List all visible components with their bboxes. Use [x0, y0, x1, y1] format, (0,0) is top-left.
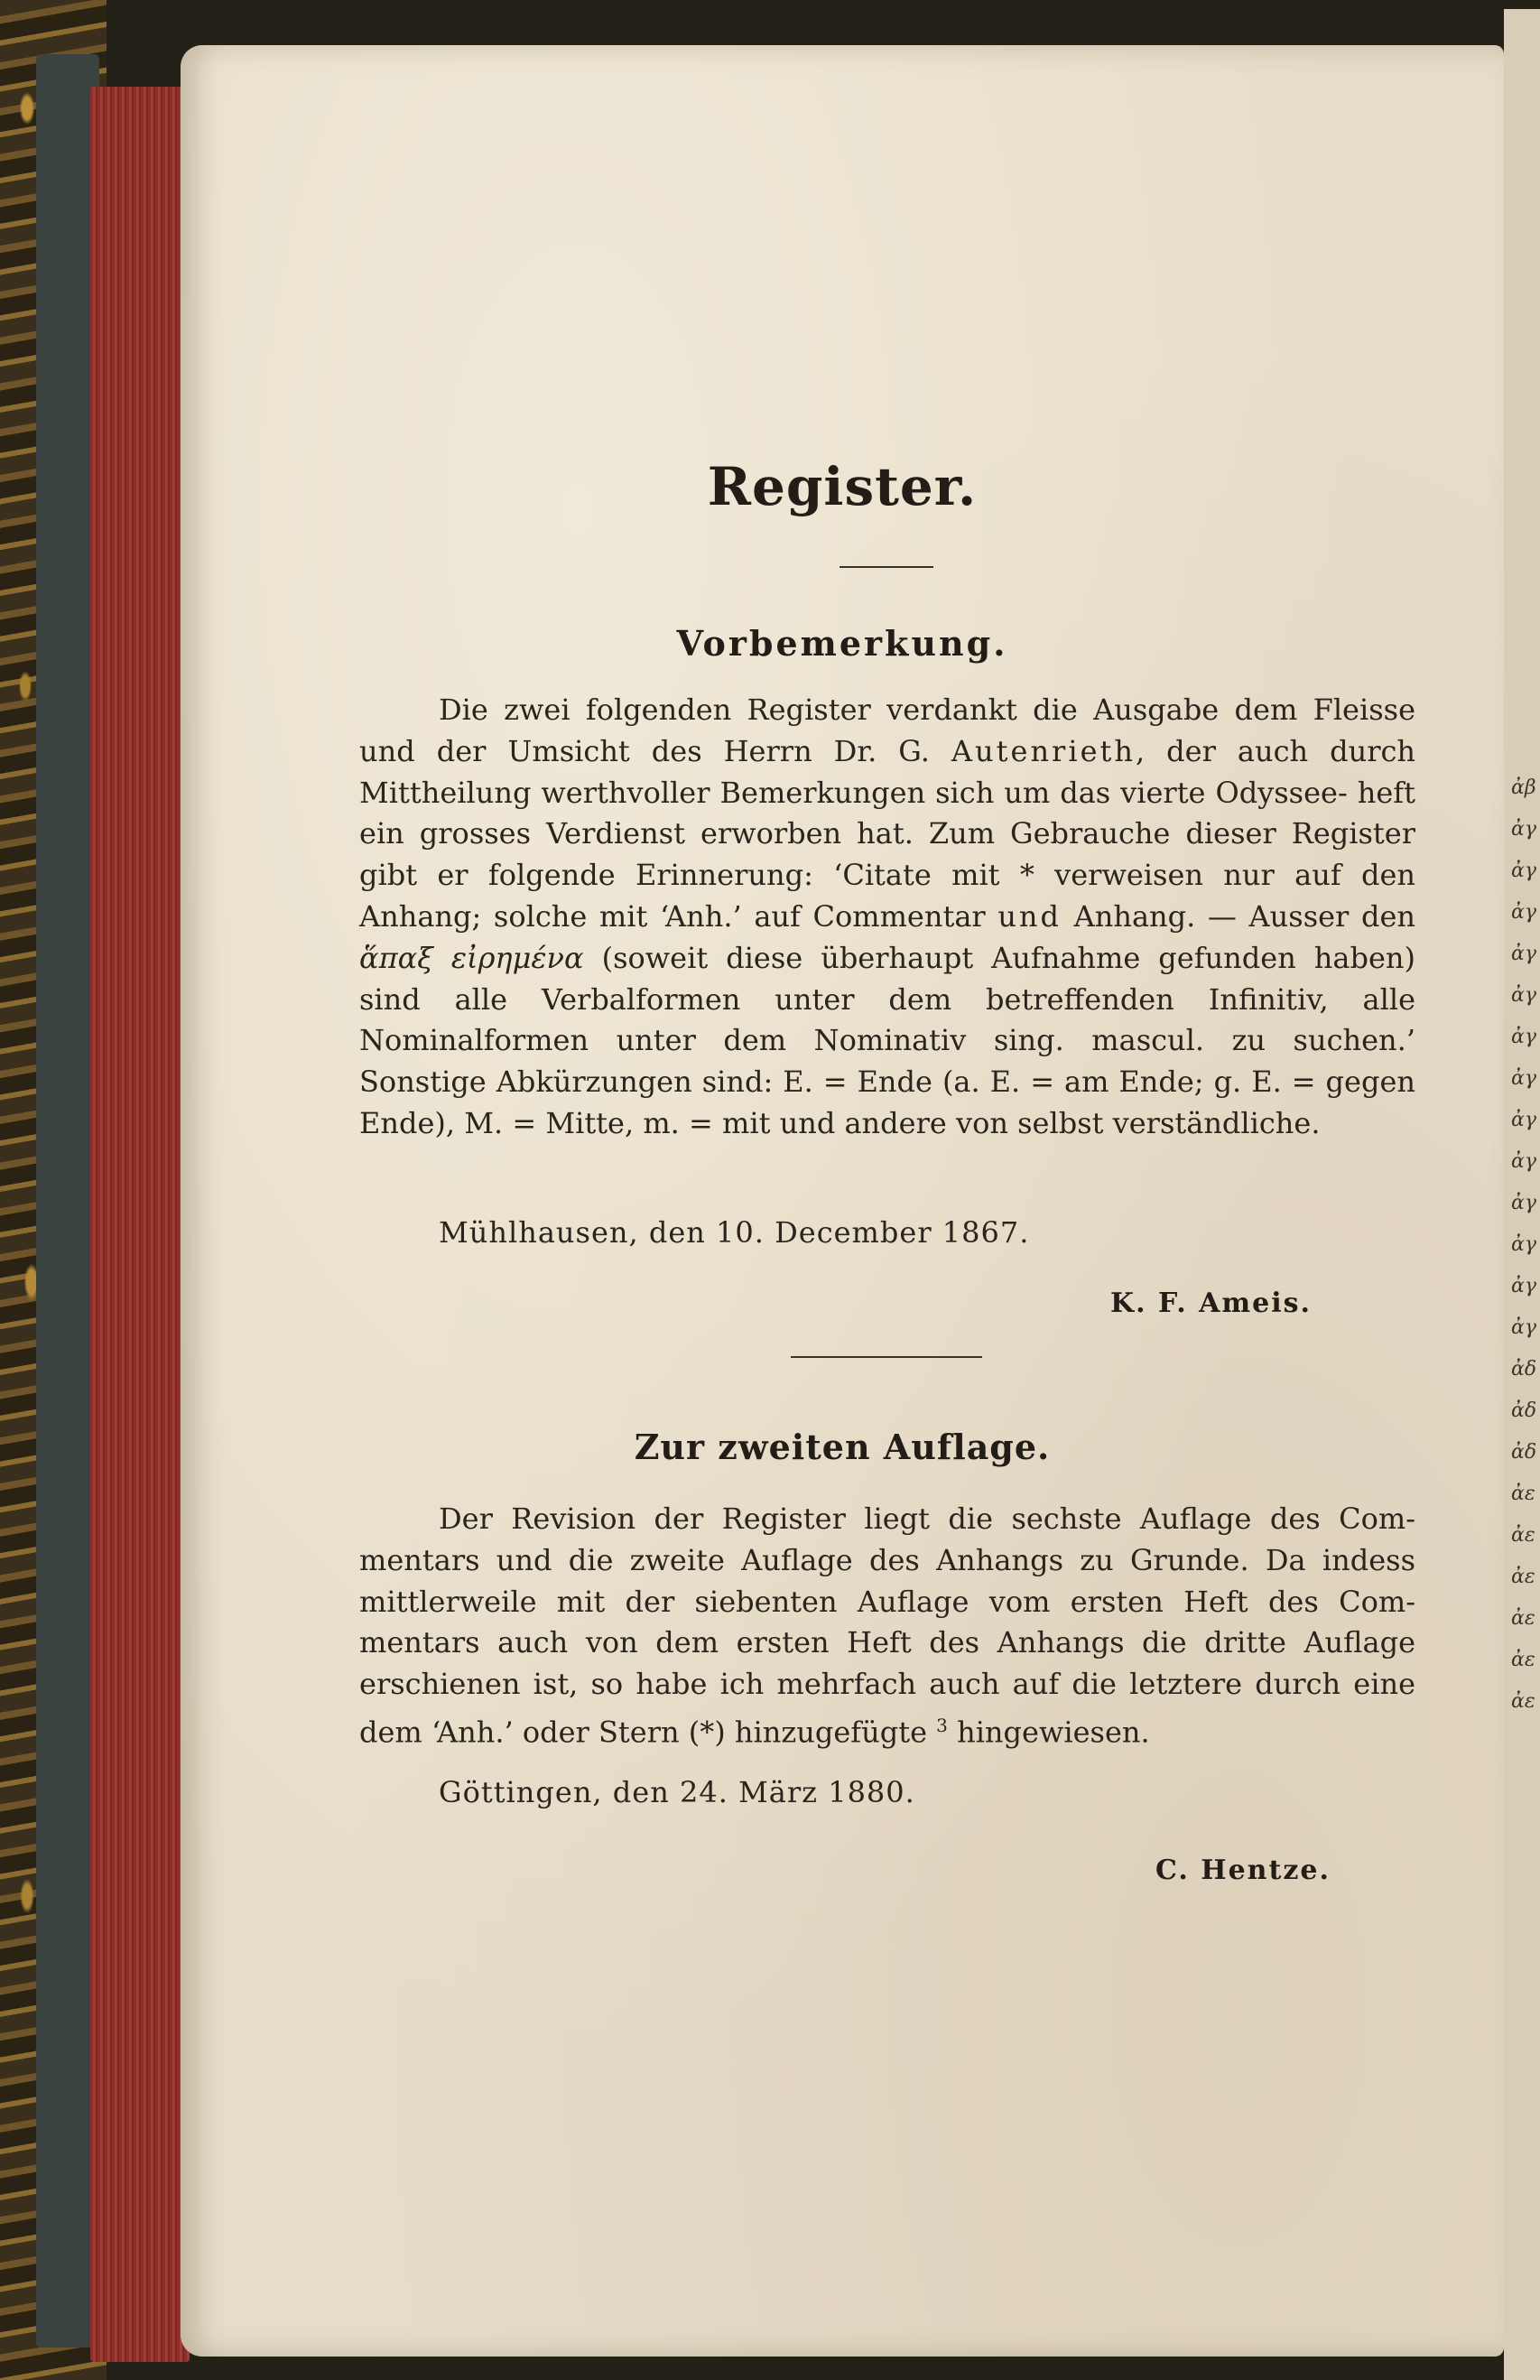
edge-glyph: ἀε [1511, 1566, 1535, 1588]
edge-glyph: ἀδ [1511, 1399, 1537, 1422]
section-divider [791, 1356, 982, 1358]
signature-hentze: C. Hentze. [1155, 1855, 1331, 1886]
edge-glyph: ἀγ [1511, 901, 1537, 924]
edge-glyph: ἀε [1511, 1524, 1535, 1547]
superscript-number: 3 [936, 1714, 948, 1736]
edge-glyph: ἀγ [1511, 943, 1537, 965]
paragraph-text: (soweit diese überhaupt Aufnahme gefunden haben) sind alle Verbalformen unter dem betreffenden Infinitiv, alle Nominalformen unter dem Nominativ sing. mascul. zu suchen.’ Sonstige Abkürzungen sind: E. = Ende (a. E. = am Ende; g. E. = gegen Ende), M. = Mitte, m. = mit und andere von selbst verständliche. [359, 940, 1416, 1140]
edge-glyph: ἀδ [1511, 1358, 1537, 1381]
edge-glyph: ἀγ [1511, 860, 1537, 882]
edge-glyph: ἀε [1511, 1649, 1535, 1671]
spaced-word: und [997, 898, 1062, 934]
page-edges [90, 87, 190, 2362]
paragraph-text: Anhang. — Ausser den [1073, 898, 1416, 934]
edge-glyph: ἀε [1511, 1607, 1535, 1630]
edge-glyph: ἀγ [1511, 1233, 1537, 1256]
paragraph-text: Die zwei folgenden Register verdankt die Ausgabe dem Fleisse und der Umsicht des Herrn Dr. G. [359, 693, 1415, 768]
edge-glyph: ἀγ [1511, 1067, 1537, 1090]
edge-glyph: ἀβ [1511, 776, 1536, 799]
edge-glyph: ἀγ [1511, 1316, 1537, 1339]
page-title: Register. [707, 456, 978, 517]
edge-glyph: ἀγ [1511, 984, 1537, 1007]
paragraph-text: , der auch durch Mittheilung werthvoller Bemerkungen sich um das vierte Odyssee- heft ein grosses Verdienst erworben hat. Zum Gebrauche dieser Register gibt er folgende Erinnerung: ‘Citate mit * verweisen nur auf den Anhang; solche mit ‘Anh.’ auf Commentar [359, 733, 1416, 934]
author-name: Autenrieth [951, 733, 1136, 768]
edge-glyph: ἀγ [1511, 1150, 1537, 1173]
paragraph-text: hingewiesen. [957, 1715, 1150, 1750]
paragraph-text: Der Revision der Register liegt die sechste Auflage des Com- mentars und die zweite Auflage des Anhangs zu Grunde. Da indess mittlerweile mit der siebenten Auflage vom ersten Heft des Com- mentars auch von dem ersten Heft des Anhangs die dritte Auflage erschienen ist, so habe ich mehrfach auch auf die letztere durch eine dem ‘Anh.’ oder Stern (*) hinzugefügte [359, 1501, 1415, 1750]
section-heading-vorbemerkung: Vorbemerkung. [676, 623, 1008, 664]
section-heading-zweite-auflage: Zur zweiten Auflage. [634, 1427, 1051, 1467]
edge-glyph: ἀγ [1511, 818, 1537, 841]
greek-phrase: ἅπαξ εἰρημένα [359, 940, 584, 975]
edge-glyph: ἀγ [1511, 1109, 1537, 1131]
book-page [181, 45, 1504, 2357]
signature-ameis: K. F. Ameis. [1110, 1288, 1312, 1319]
edge-glyph: ἀγ [1511, 1192, 1537, 1214]
edge-glyph: ἀε [1511, 1483, 1535, 1505]
dateline-goettingen: Göttingen, den 24. März 1880. [439, 1775, 915, 1809]
edge-glyph: ἀδ [1511, 1441, 1537, 1464]
zweite-auflage-paragraph [359, 1499, 1415, 1753]
title-divider [840, 566, 933, 568]
dateline-muehlhausen: Mühlhausen, den 10. December 1867. [439, 1215, 1030, 1250]
edge-glyph: ἀε [1511, 1690, 1535, 1713]
edge-glyph: ἀγ [1511, 1026, 1537, 1048]
edge-glyph: ἀγ [1511, 1275, 1537, 1297]
vorbemerkung-paragraph [359, 690, 1415, 1145]
